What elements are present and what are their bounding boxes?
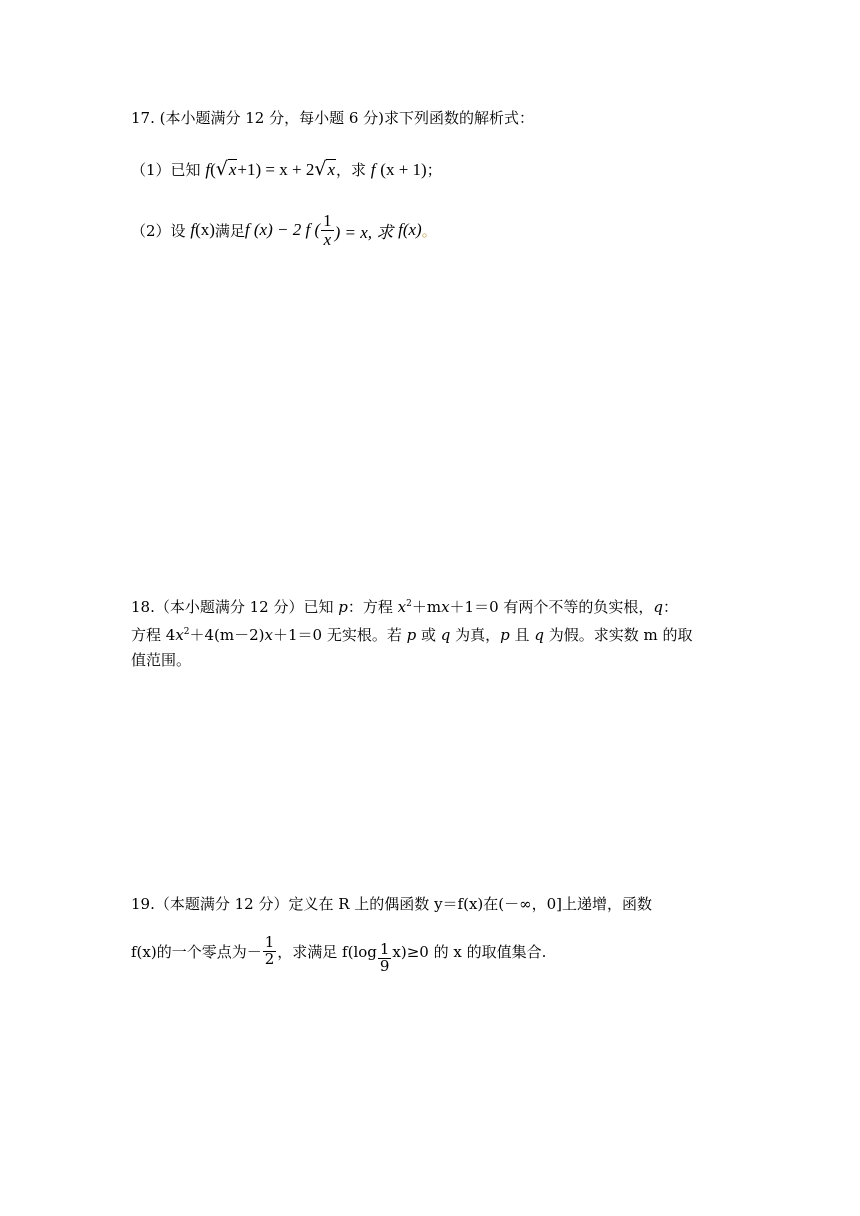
q17-p1-f2: f — [370, 160, 376, 179]
q17-part-1: （1）已知 f(√x+1) = x + 2√x，求 f (x + 1)； — [131, 158, 442, 180]
sqrt-symbol-2: √x — [314, 158, 335, 180]
q17-p2-fraction: $\frac{1}{x}$ — [323, 211, 332, 249]
q17-header: 17. (本小题满分 12 分，每小题 6 分)求下列函数的解析式： — [131, 109, 535, 127]
q17-p1-mid: ，求 — [335, 161, 366, 179]
q17-p2-eq-start: f (x) − 2 f ( — [244, 220, 321, 240]
q17-p2-label: （2）设 — [131, 221, 186, 240]
q19-line-1: 19.（本题满分 12 分）定义在 R 上的偶函数 y＝f(x)在(－∞，0]上递增，函数 — [131, 895, 653, 913]
q17-p2-f2: f — [398, 220, 403, 240]
question-18 — [131, 592, 741, 673]
q17-p1-arg: (x + 1) — [380, 160, 427, 179]
q18-line-2: 方程 $4x^2+4(m-2)x+1=0$ 无实根。若 p 或 q 为真，p 且 q 为假。求实数 m 的取 — [131, 626, 693, 644]
q17-p1-lhs: +1) = x + 2 — [237, 160, 315, 179]
q18-line-3: 值范围。 — [131, 651, 192, 669]
q18-line-1: 18.（本小题满分 12 分）已知 p：方程 $x^2+mx+1=0$ 有两个不等的负实根，q： — [131, 598, 679, 616]
q17-p1-label: （1）已知 — [131, 161, 201, 179]
sqrt-symbol: √x — [215, 158, 237, 180]
q17-p2-dot: 。 — [421, 221, 437, 240]
q17-part-2 — [131, 212, 741, 249]
question-17 — [131, 107, 741, 128]
q17-p2-arg: (x) — [195, 220, 215, 240]
q19-fraction-ninth: $\frac{1}{9}$ — [379, 940, 390, 975]
q19-fraction-half: $\frac{1}{2}$ — [264, 933, 275, 968]
q19-line-2: f(x)的一个零点为－ $\frac{1}{2}$ ，求满足 f(log $\frac{1}{9}$ x)≥0 的 x 的取值集合. — [131, 933, 547, 975]
q17-p2-eq-end: ) = x, 求 — [334, 222, 394, 242]
q17-p1-f: f — [205, 160, 211, 179]
question-19 — [131, 893, 741, 914]
q17-p2-arg2: (x) — [402, 220, 422, 240]
q19-line-2-wrap — [131, 928, 741, 975]
q17-p2-text: 满足 — [214, 221, 245, 240]
q17-p2-f: f — [190, 220, 196, 240]
q17-p1-end: ； — [426, 161, 442, 179]
